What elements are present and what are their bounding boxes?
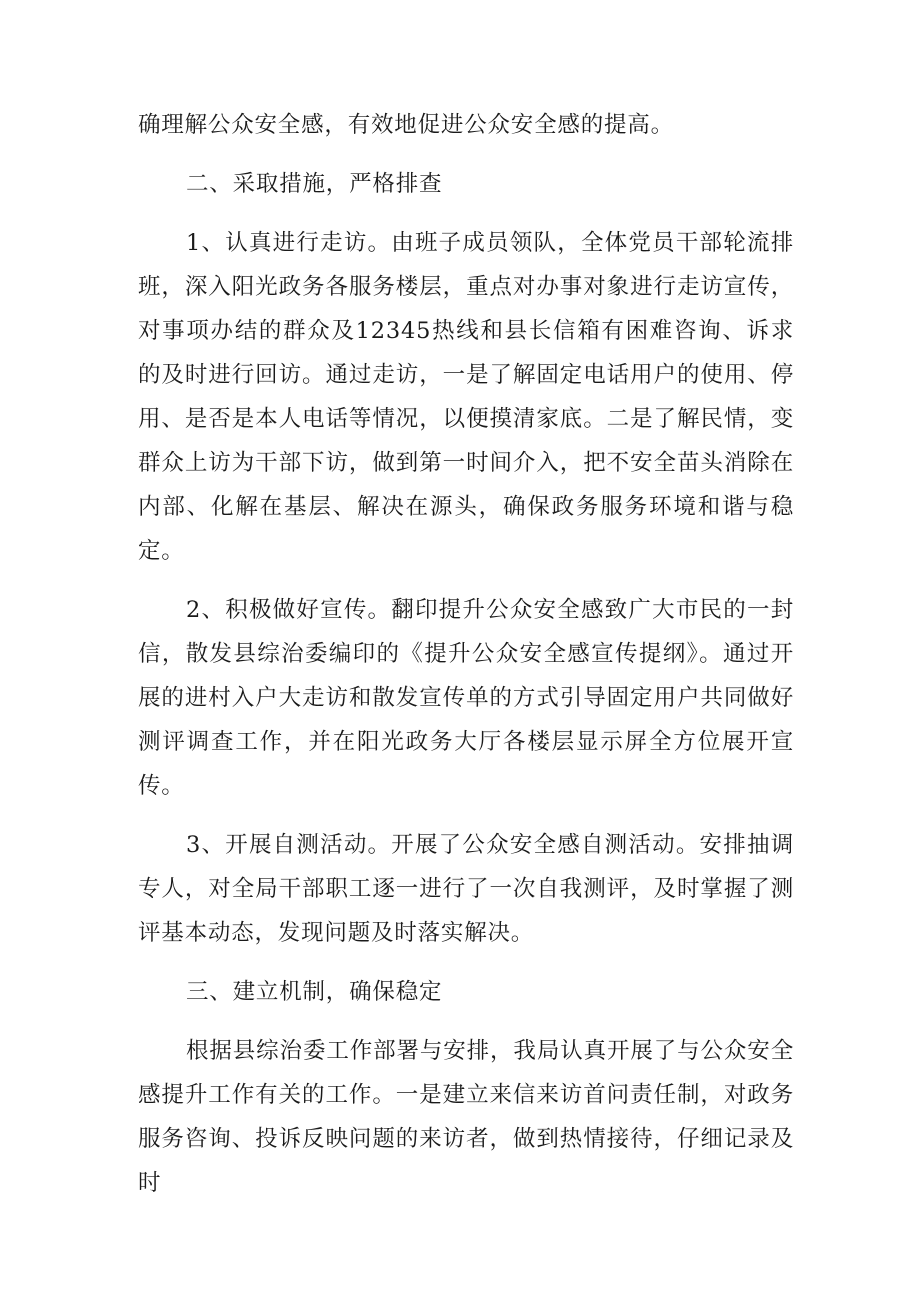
document-body [138,103,794,1220]
section-heading-3: 三、建立机制，确保稳定 [186,979,443,1005]
section-heading-2: 二、采取措施，严格排查 [186,171,443,197]
paragraph-self-test: 3、开展自测活动。开展了公众安全感自测活动。安排抽调专人，对全局干部职工逐一进行了一次自我测评，及时掌握了测评基本动态，发现问题及时落实解决。 [138,832,794,946]
paragraph-publicity: 2、积极做好宣传。翻印提升公众安全感致广大市民的一封信，散发县综治委编印的《提升公众安全感宣传提纲》。通过开展的进村入户大走访和散发宣传单的方式引导固定用户共同做好测评调查工作，并在阳光政务大厅各楼层显示屏全方位展开宣传。 [138,597,794,799]
paragraph-visits: 1、认真进行走访。由班子成员领队，全体党员干部轮流排班，深入阳光政务各服务楼层，重点对办事对象进行走访宣传，对事项办结的群众及12345热线和县长信箱有困难咨询、诉求的及时进行回访。通过走访，一是了解固定电话用户的使用、停用、是否是本人电话等情况，以便摸清家底。二是了解民情，变群众上访为干部下访，做到第一时间介入，把不安全苗头消除在内部、化解在基层、解决在源头，确保政务服务环境和谐与稳定。 [138,230,794,564]
paragraph-continuation: 确理解公众安全感，有效地促进公众安全感的提高。 [138,112,674,138]
paragraph-mechanism: 根据县综治委工作部署与安排，我局认真开展了与公众安全感提升工作有关的工作。一是建立来信来访首问责任制，对政务服务咨询、投诉反映问题的来访者，做到热情接待，仔细记录及时 [138,1038,794,1196]
